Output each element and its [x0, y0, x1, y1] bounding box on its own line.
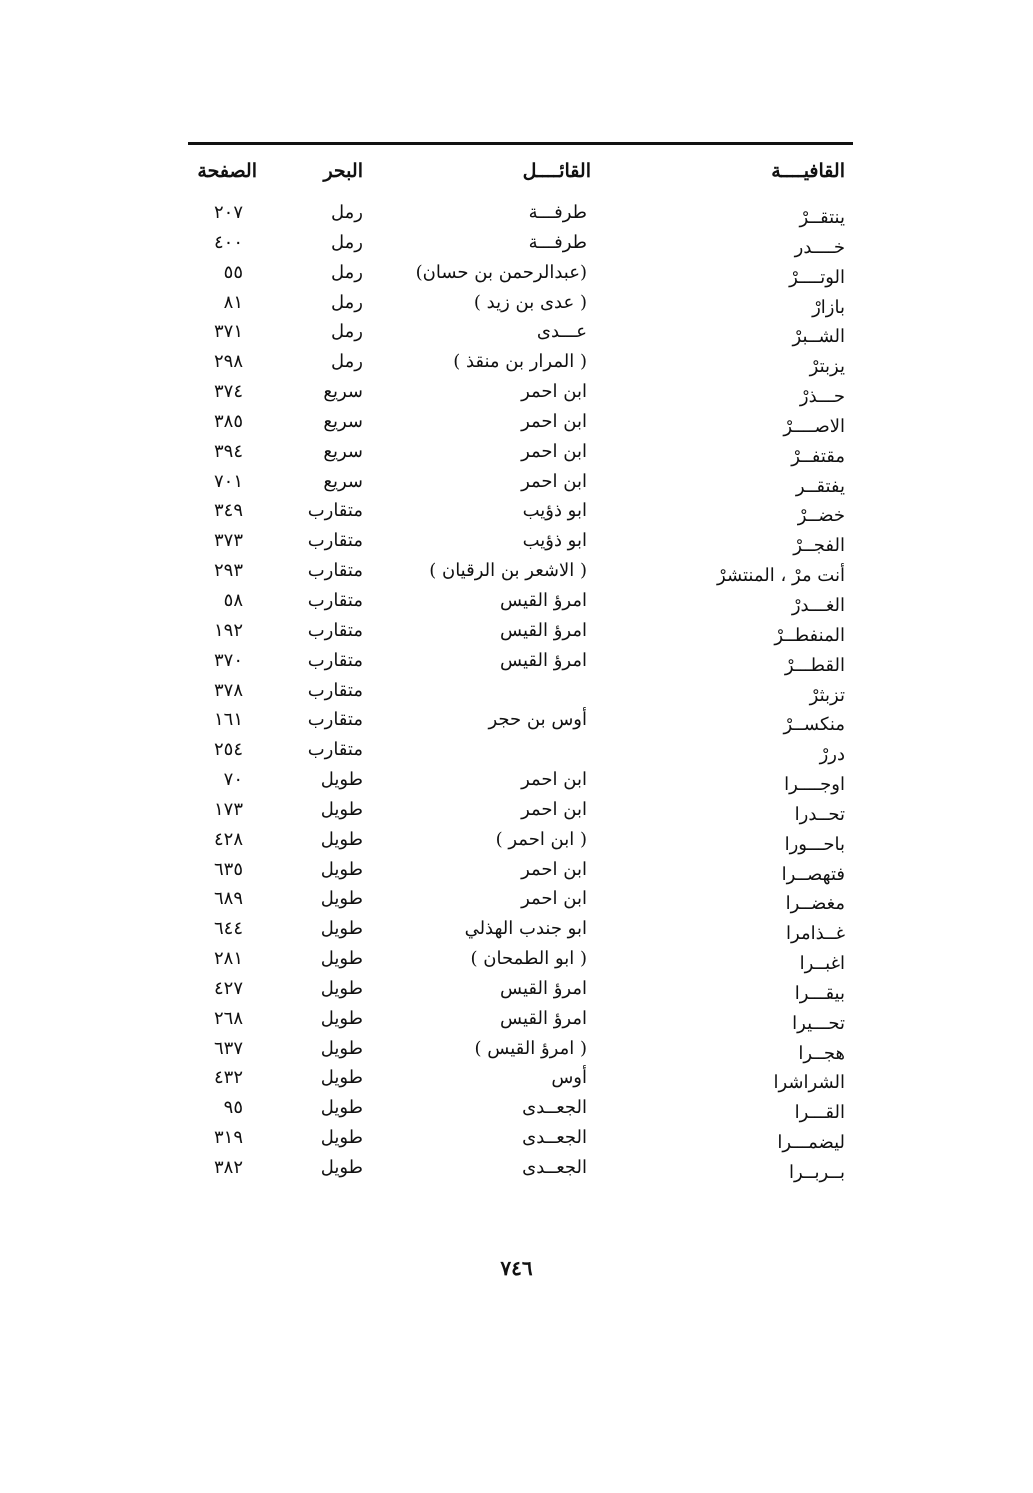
cell-qafia: دررْ [819, 744, 845, 766]
cell-bahr: طويل [320, 1037, 363, 1059]
index-table [0, 198, 1033, 1183]
cell-qail: ابن احمر [521, 410, 587, 432]
cell-page: ٣٧٤ [213, 381, 243, 403]
cell-qail: ابو ذؤيب [522, 530, 587, 552]
cell-page: ٨١ [223, 291, 243, 313]
cell-bahr: طويل [320, 888, 363, 910]
table-row [0, 317, 1033, 347]
cell-qafia: بــربــرا [789, 1162, 845, 1183]
table-row [0, 705, 1033, 735]
table-row [0, 377, 1033, 407]
cell-bahr: سريع [323, 470, 363, 492]
table-row [0, 616, 1033, 646]
cell-qail: ابن احمر [521, 798, 587, 820]
cell-qafia: القـــرا [794, 1102, 845, 1124]
cell-qail: ابن احمر [521, 381, 587, 403]
cell-page: ٣٤٩ [213, 500, 243, 522]
cell-page: ٣٩٤ [213, 440, 243, 462]
cell-bahr: طويل [320, 948, 363, 970]
cell-bahr: متقارب [307, 739, 363, 761]
table-row [0, 1093, 1033, 1123]
table-row [0, 407, 1033, 437]
cell-bahr: طويل [320, 1127, 363, 1149]
table-row [0, 586, 1033, 616]
cell-page: ٤٢٧ [213, 977, 243, 999]
table-row [0, 765, 1033, 795]
cell-bahr: رمل [331, 321, 363, 343]
cell-bahr: رمل [331, 261, 363, 283]
cell-qafia: حـــذرْ [799, 386, 845, 408]
cell-page: ١٧٣ [213, 798, 243, 820]
page-number: ٧٤٦ [500, 1256, 533, 1280]
cell-qail: طرفـــة [528, 202, 587, 223]
cell-qail: ابو ذؤيب [522, 500, 587, 522]
cell-bahr: رمل [331, 202, 363, 223]
cell-bahr: متقارب [307, 500, 363, 522]
column-header-qafia: القافيــــة [771, 160, 845, 182]
table-row [0, 347, 1033, 377]
table-row [0, 1063, 1033, 1093]
cell-qafia: القطـــرْ [784, 654, 845, 676]
cell-qail: ابن احمر [521, 888, 587, 910]
cell-bahr: طويل [320, 798, 363, 820]
cell-bahr: طويل [320, 1097, 363, 1119]
cell-qail: ( امرؤ القيس ) [474, 1037, 587, 1059]
cell-bahr: سريع [323, 381, 363, 403]
cell-qafia: تزبثرْ [809, 684, 845, 706]
cell-bahr: سريع [323, 410, 363, 432]
column-header-qail: القائــــل [522, 160, 591, 182]
cell-qafia: باحـــورا [784, 833, 845, 855]
cell-qail: امرؤ القيس [500, 649, 587, 671]
cell-qafia: الشراشرا [773, 1072, 845, 1094]
cell-qail: ( الاشعر بن الرقيان ) [429, 560, 587, 582]
cell-bahr: متقارب [307, 619, 363, 641]
table-row [0, 1153, 1033, 1183]
table-row [0, 228, 1033, 258]
table-row [0, 437, 1033, 467]
cell-page: ٧٠١ [213, 470, 243, 492]
cell-qafia: فتهصــرا [781, 863, 845, 885]
cell-qafia: الغـــدرْ [791, 594, 845, 616]
cell-qail: ابو جندب الهذلي [464, 918, 587, 940]
header-rule [188, 142, 853, 145]
table-row [0, 884, 1033, 914]
cell-page: ٥٨ [223, 589, 243, 611]
cell-page: ٢٠٧ [213, 202, 243, 223]
cell-qail: امرؤ القيس [500, 619, 587, 641]
cell-page: ٤٢٨ [213, 828, 243, 850]
cell-page: ٣١٩ [213, 1127, 243, 1149]
cell-qafia: تحــدرا [794, 803, 845, 825]
cell-qail: ابن احمر [521, 769, 587, 791]
cell-bahr: طويل [320, 1007, 363, 1029]
cell-bahr: رمل [331, 351, 363, 373]
cell-bahr: رمل [331, 291, 363, 313]
cell-bahr: سريع [323, 440, 363, 462]
cell-bahr: طويل [320, 1157, 363, 1178]
cell-qail: أوس بن حجر [488, 709, 587, 731]
cell-bahr: طويل [320, 918, 363, 940]
cell-bahr: متقارب [307, 589, 363, 611]
cell-qail: ابن احمر [521, 858, 587, 880]
table-row [0, 795, 1033, 825]
table-row [0, 1034, 1033, 1064]
table-row [0, 735, 1033, 765]
cell-bahr: طويل [320, 769, 363, 791]
table-row [0, 855, 1033, 885]
cell-qail: امرؤ القيس [500, 977, 587, 999]
cell-qail: (عبدالرحمن بن حسان) [415, 261, 587, 283]
cell-page: ٧٠ [223, 769, 243, 791]
cell-page: ٣٨٥ [213, 410, 243, 432]
cell-qafia: مغضــرا [785, 893, 845, 915]
cell-page: ٦٤٤ [213, 918, 243, 940]
cell-qafia: يفتقــر [795, 475, 845, 497]
cell-qail: طرفـــة [528, 231, 587, 253]
cell-page: ٦٣٧ [213, 1037, 243, 1059]
cell-bahr: متقارب [307, 530, 363, 552]
cell-bahr: طويل [320, 977, 363, 999]
cell-qafia: بيقـــرا [794, 982, 845, 1004]
cell-qail: ابن احمر [521, 470, 587, 492]
cell-qafia: مقتفــرْ [791, 445, 845, 467]
cell-qafia: ينتقــرْ [799, 207, 845, 228]
cell-bahr: رمل [331, 231, 363, 253]
cell-page: ١٩٢ [213, 619, 243, 641]
cell-qafia: هجــرا [798, 1042, 845, 1064]
cell-qafia: الوتــــرْ [789, 266, 845, 288]
table-row [0, 676, 1033, 706]
cell-page: ٣٧٠ [213, 649, 243, 671]
cell-bahr: متقارب [307, 709, 363, 731]
cell-page: ٢٨١ [213, 948, 243, 970]
cell-qail: الجعــدى [522, 1127, 587, 1149]
cell-page: ٤٣٢ [213, 1067, 243, 1089]
cell-bahr: طويل [320, 828, 363, 850]
table-row [0, 556, 1033, 586]
cell-qail: الجعــدى [522, 1157, 587, 1178]
cell-qafia: المنفطــرْ [774, 624, 845, 646]
cell-bahr: متقارب [307, 649, 363, 671]
cell-bahr: متقارب [307, 679, 363, 701]
cell-page: ٩٥ [223, 1097, 243, 1119]
cell-page: ٣٧٨ [213, 679, 243, 701]
cell-qafia: الشــبرْ [792, 326, 845, 348]
cell-qail: ( عدى بن زيد ) [473, 291, 587, 313]
cell-page: ٦٣٥ [213, 858, 243, 880]
table-row [0, 944, 1033, 974]
cell-qafia: بازارْ [812, 296, 845, 318]
table-row [0, 198, 1033, 228]
cell-page: ٣٧٣ [213, 530, 243, 552]
cell-qail: الجعــدى [522, 1097, 587, 1119]
cell-qail: أوس [551, 1067, 587, 1089]
cell-qafia: ليضمـــرا [777, 1132, 845, 1154]
cell-qafia: أنت مرْ ، المنتشرْ [717, 565, 845, 587]
table-row [0, 467, 1033, 497]
cell-page: ١٦١ [213, 709, 243, 731]
column-header-page: الصفحة [197, 160, 257, 182]
table-row [0, 646, 1033, 676]
cell-qafia: خضــرْ [797, 505, 845, 527]
cell-qail: عـــدى [536, 321, 587, 343]
cell-bahr: طويل [320, 1067, 363, 1089]
table-row [0, 288, 1033, 318]
cell-qail: ابن احمر [521, 440, 587, 462]
cell-qafia: خــــدر [794, 236, 845, 258]
cell-qafia: تحـــيرا [792, 1012, 845, 1034]
cell-bahr: طويل [320, 858, 363, 880]
table-row [0, 526, 1033, 556]
cell-qafia: يزبترْ [809, 356, 845, 378]
cell-qafia: منكســرْ [783, 714, 845, 736]
cell-page: ٢٥٤ [213, 739, 243, 761]
table-row [0, 496, 1033, 526]
cell-page: ٤٠٠ [213, 231, 243, 253]
cell-page: ٢٩٨ [213, 351, 243, 373]
cell-page: ٦٨٩ [213, 888, 243, 910]
cell-bahr: متقارب [307, 560, 363, 582]
cell-page: ٣٨٢ [213, 1157, 243, 1178]
table-row [0, 974, 1033, 1004]
cell-qafia: الاصــــرْ [783, 415, 845, 437]
table-row [0, 1123, 1033, 1153]
table-row [0, 914, 1033, 944]
cell-page: ٢٦٨ [213, 1007, 243, 1029]
cell-page: ٥٥ [223, 261, 243, 283]
table-row [0, 825, 1033, 855]
cell-qail: ( ابن احمر ) [495, 828, 587, 850]
cell-qafia: الفجــرْ [793, 535, 845, 557]
cell-qail: امرؤ القيس [500, 1007, 587, 1029]
cell-qafia: غــذامرا [786, 923, 845, 945]
cell-qail: ( ابو الطمحان ) [470, 948, 587, 970]
cell-page: ٢٩٣ [213, 560, 243, 582]
table-row [0, 258, 1033, 288]
cell-qafia: اوجــــرا [784, 774, 845, 796]
cell-qafia: اغبــرا [799, 953, 845, 975]
table-row [0, 1004, 1033, 1034]
cell-qail: امرؤ القيس [500, 589, 587, 611]
cell-page: ٣٧١ [213, 321, 243, 343]
cell-qail: ( المرار بن منقذ ) [453, 351, 587, 373]
column-header-bahr: البحر [323, 160, 363, 182]
